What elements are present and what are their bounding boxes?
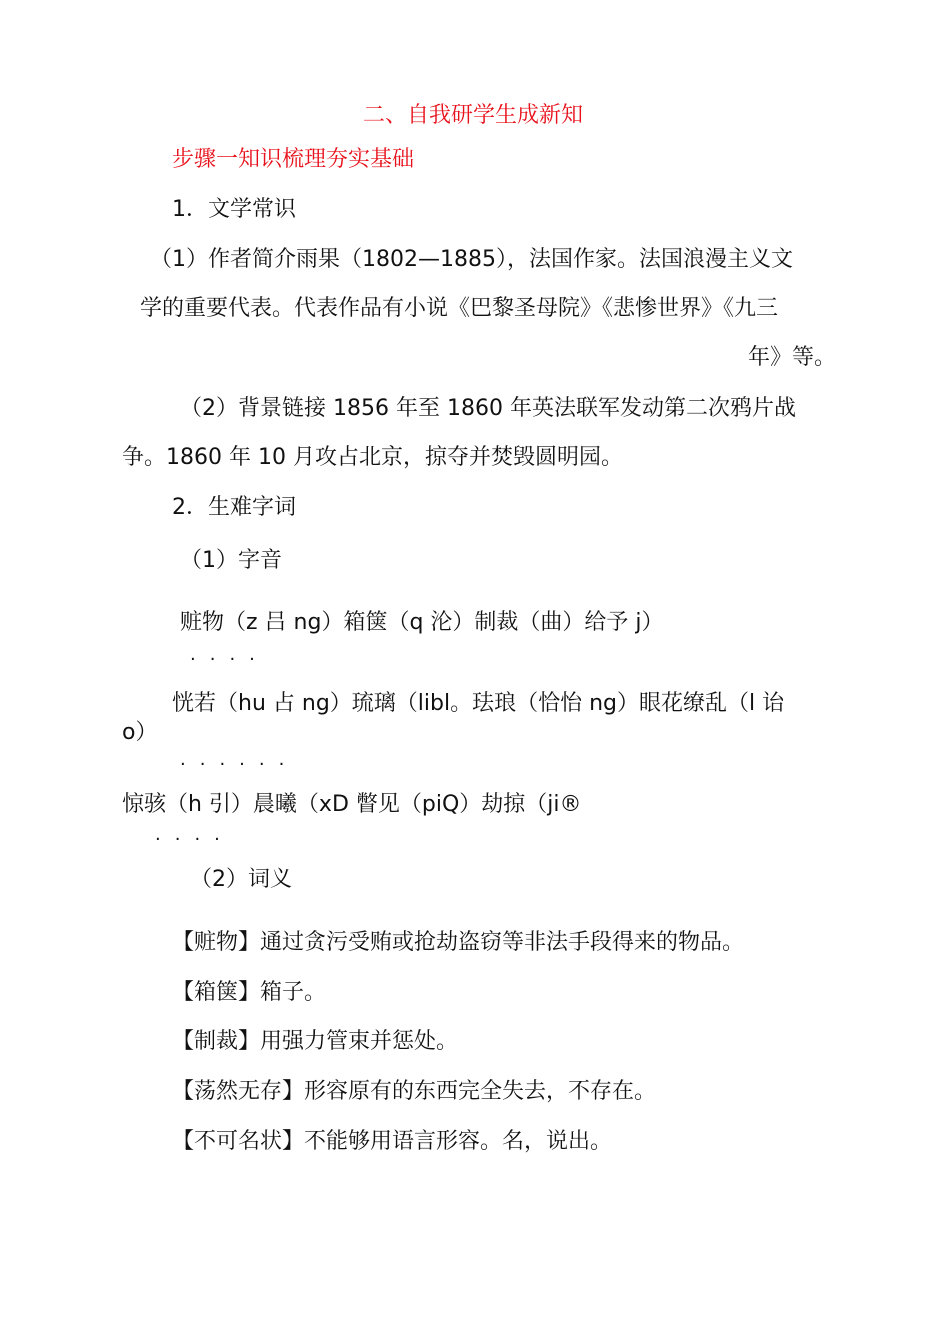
pronunciation-row3: 惊骇（h 引）晨曦（xD 瞥见（piQ）劫掠（ji® — [122, 792, 582, 817]
background-line1: （2）背景链接 1856 年至 1860 年英法联军发动第二次鸦片战 — [180, 396, 796, 421]
background-line2: 争。1860 年 10 月攻占北京，掠夺并焚毁圆明园。 — [122, 445, 623, 470]
subsection-pronunciation: （1）字音 — [180, 548, 282, 573]
pronunciation-row1: 赃物（z 吕 ng）箱箧（q 沦）制裁（曲）给予 j） — [180, 610, 664, 635]
emphasis-dots-row3: ···· — [155, 829, 234, 850]
author-intro-line2: 学的重要代表。代表作品有小说《巴黎圣母院》《悲惨世界》《九三 — [140, 296, 779, 321]
section-title-literature: 1．文学常识 — [172, 197, 296, 222]
emphasis-dots-row2: ······ — [180, 754, 299, 775]
definition-item: 【制裁】用强力管束并惩处。 — [172, 1029, 459, 1054]
section-title-vocabulary: 2．生难字词 — [172, 495, 296, 520]
author-intro-line1: （1）作者简介雨果（1802—1885），法国作家。法国浪漫主义文 — [150, 247, 793, 272]
definition-item: 【不可名状】不能够用语言形容。名，说出。 — [172, 1129, 613, 1154]
subsection-meaning: （2）词义 — [190, 867, 292, 892]
definition-item: 【赃物】通过贪污受贿或抢劫盗窃等非法手段得来的物品。 — [172, 930, 745, 955]
pronunciation-row2-line1: 恍若（hu 占 ng）琉璃（libl。珐琅（恰怡 ng）眼花缭乱（l 诒 — [172, 691, 785, 716]
author-intro-line3: 年》等。 — [748, 345, 837, 370]
page-heading: 二、自我研学生成新知 — [363, 103, 584, 128]
definition-item: 【荡然无存】形容原有的东西完全失去，不存在。 — [172, 1079, 657, 1104]
emphasis-dots-row1: ···· — [190, 649, 269, 670]
step-subheading: 步骤一知识梳理夯实基础 — [172, 147, 415, 172]
pronunciation-row2-line2: o） — [122, 720, 158, 745]
definition-item: 【箱箧】箱子。 — [172, 980, 327, 1005]
